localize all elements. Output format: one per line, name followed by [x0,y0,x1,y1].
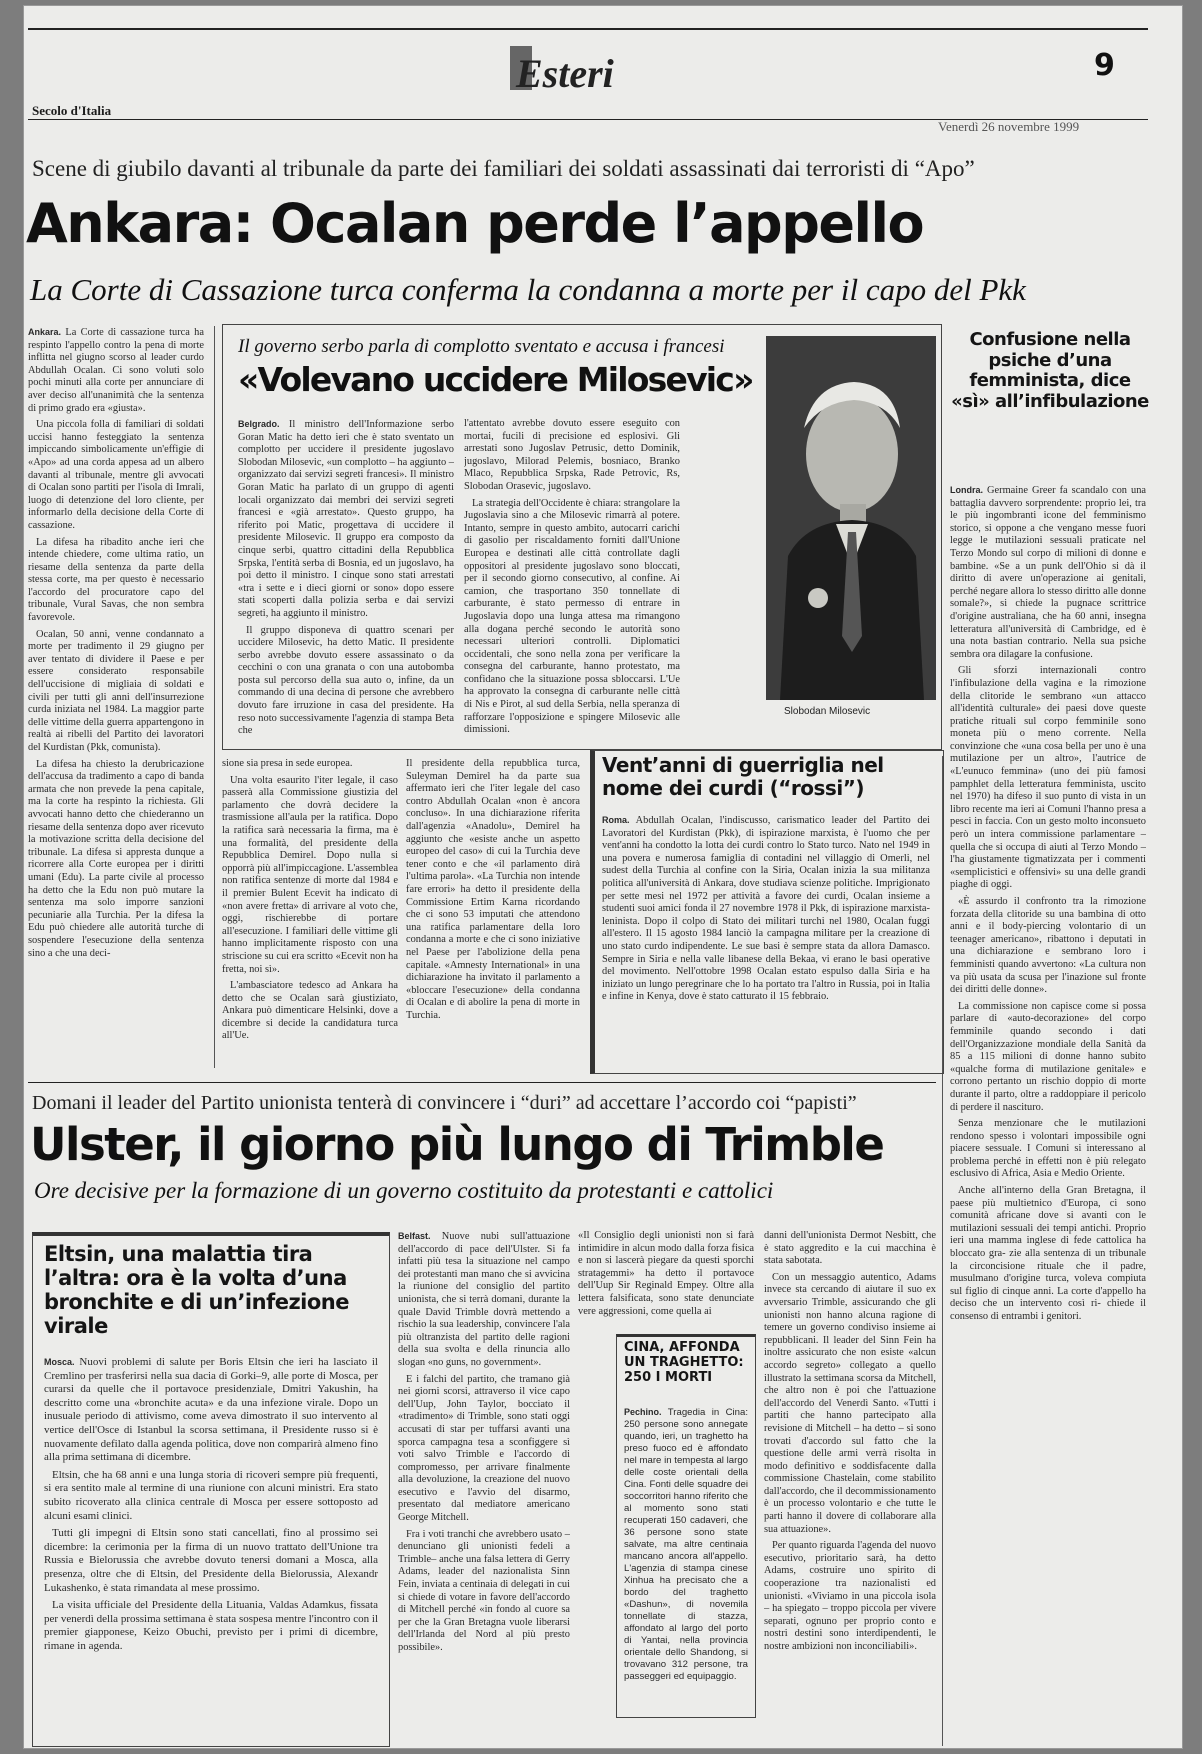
ulster-paragraph: «Il Consiglio degli unionisti non si farà intimidire in alcun modo dalla forza fisica e non si lascerà piegare da questi sporchi stratagemmi» ha detto il portavoce dell'Uup Sir Reginald Empey. Oltre alla lettera falsificata, sono state denunciate vere aggressioni, come quella ai [578,1230,754,1317]
femminista-paragraph: Senza menzionare che le mutilazioni rendono spesso i volontari impossibile ogni piacere sessuale. I Comuni si interessano al problema perché in effetti non è più relegato esclusivo di Africa, Asia e Medio Oriente. [950,1118,1146,1180]
ocalan-paragraph: sione sia presa in sede europea. [222,758,353,769]
milosevic-paragraph: Il ministro dell'Informazione serbo Goran Matic ha detto ieri che è stato sventato un complotto per uccidere il presidente jugoslavo Slobodan Milosevic, «un complotto – ha aggiunto – organizzato dai servizi segreti francesi». Il ministro Goran Matic ha parlato di un gruppo di agenti locali organizzato dai membri dei servizi segreti francesi e «già arrestato». Questo gruppo, ha riferito poi Matic, progettava di uccidere il presidente Milosevic. Il gruppo era composto da cinque serbi, quattro cittadini della Repubblica Srpska, l'entità serba di Bosnia, ed un jugoslavo, ha poi detto il ministro. I cinque sono stati arrestati «tra i sette e i dieci giorni or sono» dopo essere stati scoperti dalla polizia serba e dai servizi segreti, ha aggiunto il ministro. [238,419,454,619]
ocalan-paragraph: Ocalan, 50 anni, venne condannato a morte per tradimento il 29 giugno per aver tentato di dividere il Paese e per essere considerato responsabile dell'uccisione di migliaia di soldati e civili per tutti gli anni dell'insurrezione curda iniziata nel 1984. La maggior parte delle vittime della guerra appartengono in realtà ai ribelli del Partito dei lavoratori del Kurdistan (Pkk, comunista). [28,628,204,753]
femminista-headline: Confusione nella psiche d’una femminista, dice «sì» all’infibulazione [951,329,1149,413]
ocalan-kicker: Scene di giubilo davanti al tribunale da parte dei familiari dei soldati assassinati dai terroristi di “Apo” [32,156,975,181]
ocalan-deck: La Corte di Cassazione turca conferma la condanna a morte per il capo del Pkk [30,272,1026,307]
newspaper-page [24,6,1182,1748]
milosevic-paragraph: l'attentato avrebbe dovuto essere eseguito con mortai, fucili di precisione ed esplosivi. Gli arrestati sono Jugoslav Petrusic, detto Dominik, jugoslavo, Milorad Pelemis, bosniaco, Branko Mlaco, Repubblica Srpska, Rade Petrovic, Rs, Slobodan Orasevic, jugoslavo. [464,418,680,492]
ulster-paragraph: Nuove nubi sull'attuazione dell'accordo di pace dell'Ulster. Si fa infatti più tesa la situazione nel campo dei protestanti man mano che si avvicina la riunione del consiglio del partito unionista, che si terrà domani, durante la quale David Trimble dovrà mettendo a rischio la sua leadership, convincere l'ala più oltranzista del partito delle ragioni della sua svolta e della rinuncia allo slogan «no guns, no government». [398,1231,570,1368]
eltsin-headline: Eltsin, una malattia tira l’altra: ora è la volta d’una bronchite e di un’infezione virale [44,1242,349,1339]
milosevic-column-1 [238,418,454,740]
eltsin-paragraph: La visita ufficiale del Presidente della Lituania, Valdas Adamkus, fissata per venerdì della prossima settimana è stata sospesa mentre l'incontro con il premier giapponese, Keizo Obuchi, previsto per i primi di dicembre, rimane in agenda. [44,1599,378,1652]
cina-paragraph: Tragedia in Cina: 250 persone sono annegate quando, ieri, un traghetto ha preso fuoco ed è affondato nel mare in tempesta al largo delle coste orientali della Cina. Fonti delle squadre dei soccorritori hanno riferito che al momento sono stati recuperati 150 cadaveri, che 36 persone sono state salvate, ma altre centinaia mancano ancora all'appello. L'agenzia di stampa cinese Xinhua ha precisato che a bordo del traghetto «Dashun», di novemila tonnellate di stazza, affondato al largo del porto di Yantai, nella provincia orientale dello Shandong, si trovavano 312 persone, tra passeggeri ed equipaggio. [624,1407,748,1682]
portrait-image [766,336,936,700]
ulster-deck: Ore decisive per la formazione di un governo costituito da protestanti e cattolici [34,1178,774,1203]
ocalan-dateline: Ankara. [28,327,62,337]
femminista-paragraph: Germaine Greer fa scandalo con una battaglia davvero sorprendente: proprio lei, tra le più ingombranti icone del femminismo storico, si oppone a che vengano messe fuori legge le mutilazioni sessuali praticate nel Terzo Mondo sul corpo di milioni di donne e bambine. «Se a un punk dell'Ohio si dà il diritto di avere un'operazione ai genitali, perché negare allora lo stesso diritto alle donne somale?», si chiede la pugnace scrittrice d'origine australiana, che ha 60 anni, insegna letteratura all'università di Cambridge, ed è una nota bastian contrario. Nella sua psiche sembra ora dilagare la confusione. [950,485,1146,660]
cina-column [624,1406,748,1710]
ulster-column-2 [578,1230,754,1326]
ocalan-paragraph: Una volta esaurito l'iter legale, il caso passerà alla Commissione giustizia del parlamento che dovrà decidere la trasmissione all'aula per la ratifica. Dopo la ratifica sarà necessaria la firma, ma è una formalità, del presidente della Repubblica Demirel. Dopo nulla si opporrà più all'impiccagione. L'assemblea non ratifica sentenze di morte dal 1984 e il premier Bulent Ecevit ha indicato di «non avere fretta» di arrivare al voto che, oggi, rischierebbe di portare all'esecuzione. I familiari delle vittime gli hanno implicitamente risposto con una striscione su cui era scritto «Ecevit non ha fretta, noi sì». [222,774,398,975]
milosevic-paragraph: La strategia dell'Occidente è chiara: strangolare la Jugoslavia sino a che Milosevic rimarrà al potere. Intanto, sempre in questo ambito, autocarri carichi di gasolio per riscaldamento forniti dall'Unione Europea e destinati alle città controllate dagli oppositori al presidente jugoslavo sono bloccati, per il secondo giorno consecutivo, al confine. Ai camion, che trasportano 350 tonnellate di carburante, è stato permesso di entrare in Jugoslavia dopo una lunga attesa ma rimangono alla dogana perché secondo le autorità sono necessari ulteriori controlli. Diplomatici occidentali, che sono nella zona per verificare la consegna del carburante, hanno protestato, ma confidano che la situazione possa sbloccarsi. L'Ue ha approvato la consegna di carburante nelle città di Nis e Pirot, al sud della Serbia, nella speranza di rafforzare l'opposizione e spingere Milosevic alle dimissioni. [464,497,680,736]
femminista-paragraph: «È assurdo il confronto tra la rimozione forzata della clitoride su una bambina di otto anni e il body-piercing volontario di un teenager americano», ribattono i deputati in una dichiarazione e sembrano loro i femministi quando avvertono: «La cultura non va più usata da scusa per l'inazione sul fronte dei diritti delle donne». [950,896,1146,996]
ulster-headline: Ulster, il giorno più lungo di Trimble [30,1118,884,1171]
curdi-headline: Vent’anni di guerriglia nel nome dei curdi (“rossi”) [602,753,884,800]
ulster-dateline: Belfast. [398,1231,431,1241]
eltsin-paragraph: Tutti gli impegni di Eltsin sono stati cancellati, fino al prossimo sei dicembre: la cerimonia per la firma di un nuovo trattato dell'Unione tra Russia e Bielorussia che avrebbe dovuto tenersi domani a Mosca, alla presenza, oltre che di Eltsin, del Presidente della Bielorussia, Alexandr Lukashenko, è stata rimandata al mese prossimo. [44,1527,378,1594]
issue-date: Venerdì 26 novembre 1999 [938,119,1080,134]
cina-headline: CINA, AFFONDA UN TRAGHETTO: 250 I MORTI [624,1340,744,1385]
ulster-paragraph: Con un messaggio autentico, Adams invece sta cercando di aiutare il suo ex avversario Trimble, assicurando che gli unionisti non hanno alcuna ragione di temere un governo condiviso insieme ai repubblicani. Il leader del Sinn Fein ha inoltre assicurato che non esiste «alcun accordo segreto» collegato a quello illustrato la settimana scorsa da Mitchell, che altro non è poi che l'attuazione dell'accordo del Venerdì Santo. «Tutti i partiti che hanno partecipato alla revisione di Mitchell – ha detto – si sono trovati d'accordo sul fatto che la questione delle armi verrà risolta in modo definitivo e soddisfacente dalla commissione Chastelain, come stabilito dall'accordo, che il decommissionamento è un processo volontario e che tutte le parti hanno il dovere di collaborare alla sua attuazione». [764,1271,936,1535]
milosevic-headline: «Volevano uccidere Milosevic» [238,360,753,399]
femminista-dateline: Londra. [950,485,983,495]
section-rule [28,1082,936,1083]
ocalan-paragraph: La Corte di cassazione turca ha respinto l'appello contro la pena di morte inflitta nel giugno scorso al leader curdo Abdullah Ocalan. Ci sono voluti solo pochi minuti alla corte per annunciare di aver deciso all'unanimità che la sentenza di primo grado era «giusta». [28,327,204,414]
eltsin-column [44,1356,378,1736]
ocalan-paragraph: Il presidente della repubblica turca, Suleyman Demirel ha da parte sua affermato ieri che l'iter legale del caso contro Abdullah Ocalan «non è ancora concluso». In una dichiarazione riferita dall'agenzia «Anadolu», Demirel ha aggiunto che «esiste anche un aspetto europeo del caso» di cui la Turchia deve tener conto e che «il parlamento dirà l'ultima parola». «La Turchia non intende fare errori» ha detto il presidente della Commissione Ertim Karna ricordando che ci sono 53 imputati che attendono una ratifica parlamentare della loro condanna a morte e che ci sono iniziative nel Paese per l'abolizione della pena capitale. «Amnesty International» in una dichiarazione ha invitato il parlamento a «bloccare l'esecuzione» della condanna di Ocalan e di abolire la pena di morte in Turchia. [406,758,580,1021]
ulster-column-1 [398,1230,570,1742]
ulster-paragraph: E i falchi del partito, che tramano già nei giorni scorsi, attraverso il vice capo dell'Uup, John Taylor, bocciato il «tradimento» di Trimble, sono stati oggi accusati di star per tuffarsi avanti una sporca campagna tesa a sconfiggere sì voti salvo Trimble e l'accordo di compromesso, per arrivare finalmente alla devoluzione, la creazione del nuovo esecutivo e l'avvio del disarmo, presentato dal mediatore americano George Mitchell. [398,1373,570,1524]
ocalan-paragraph: Una piccola folla di familiari di soldati uccisi hanno festeggiato la sentenza impiccando simbolicamente un'effigie di «Apo» ad una corda appesa ad un albero davanti al tribunale, mentre gli avvocati di Ocalan sono partiti per l'isola di Imrali, luogo di detenzione del loro cliente, per informarlo della decisione della Corte di cassazione. [28,419,204,531]
photo-caption: Slobodan Milosevic [784,706,871,717]
eltsin-paragraph: Nuovi problemi di salute per Boris Eltsin che ieri ha lasciato il Cremlino per trasferirsi nella sua dacia di Gorki–9, alle porte di Mosca, per curarsi da quelle che il portavoce presidenziale, Dmitri Yakushin, ha descritto come una «bronchite acuta» e da una infezione virale. Dopo un inusuale periodo di attivismo, come aveva dimostrato il suo intervento al vertice dell'Osce di Istanbul la scorsa settimana, il Presidente russo si è nuovamente defilato dalla agenda politica, dove non comparirà almeno fino alla prima settimana di dicembre. [44,1356,378,1464]
ocalan-headline: Ankara: Ocalan perde l’appello [26,192,924,255]
milosevic-column-2 [464,418,680,740]
eltsin-paragraph: Eltsin, che ha 68 anni e una lunga storia di ricoveri sempre più frequenti, si era sentito male al termine di una riunione con alcuni ministri. Era stato subito ricoverato alla clinica centrale di Mosca per essere sottoposto ad alcuni esami clinici. [44,1468,378,1522]
milosevic-dateline: Belgrado. [238,419,280,429]
curdi-dateline: Roma. [602,815,630,825]
femminista-paragraph: Gli sforzi internazionali contro l'infibulazione della vagina e la rimozione della clitoride le sembrano «un attacco all'identità culturale» dei paesi dove queste pratiche rituali sul corpo femminile sono moneta più o meno corrente. Nella convinzione che «una cosa bella per uno è una mutilazione per un altro», l'autrice de «L'eunuco femmina» (uno dei più famosi pamphlet della letteratura femminista, uscito nel 1970) ha difeso il suo punto di vista in un libro recente ma ieri ai Comuni l'hanno presa a pesci in faccia. Con un gesto molto inconsueto però un intera commissione parlamentare – quella che si occupa di aiuti al Terzo Mondo – l'ha giustamente tigmatizzata per i commenti «semplicistici e offensivi» su una delle grandi piaghe di oggi. [950,665,1146,891]
ocalan-paragraph: La difesa ha chiesto la derubricazione dell'accusa da tradimento a capo di banda armata che non prevede la pena capitale, ma la corte ha respinto la richiesta. Gli avvocati hanno detto che chiederanno un riesame della sentenza dopo aver ricevuto la motivazione scritta della decisione del tribunale. La difesa si appresta dunque a ricorrere alla Corte europea per i diritti umani (Edu). La parte civile al processo ha detto che la Edu non può mutare la sentenza ma solo imporre sanzioni pecuniarie alla Turchia. Per la difesa la Edu può chiedere alle autorità turche di sospendere l'esecuzione della sentenza sino a che una deci- [28,758,204,959]
curdi-paragraph: Abdullah Ocalan, l'indiscusso, carismatico leader del Partito dei Lavoratori del Kurdistan (Pkk), di ispirazione marxista, è l'uomo che per vent'anni ha condotto la lotta dei curdi contro lo Stato turco. Nato nel 1949 in una povera e numerosa famiglia di contadini nel villaggio di Omerli, nel sudest della Turchia al confine con la Siria, Ocalan inizia la sua militanza politica all'università di Ankara, dove studiava scienze politiche. Imprigionato per sette mesi nel 1972 per attività a favore dei curdi, Ocalan insieme a studenti suoi amici fonda il 27 novembre 1978 il Pkk, di ispirazione marxista-leninista. Dopo il colpo di Stato dei militari turchi nel 1980, Ocalan fuggì all'estero. Il 15 agosto 1984 lanciò la campagna militare per la creazione di uno stato curdo indipendente. Le sue basi è sempre stata da allora Damasco. Sempre in Siria e nella valle libanese della Bekaa, vi erano le basi operative del movimento. Nell'ottobre 1998 Ocalan estato espulso dalla Siria e ha iniziato un lungo peregrinare che lo ha portato tra l'altro in Russia, poi in Italia e infine in Kenya, dove è stato catturato il 15 febbraio. [602,815,930,1003]
ulster-paragraph: Fra i voti tranchi che avrebbero usato – denunciano gli unionisti fedeli a Trimble– anche una falsa lettera di Gerry Adams, leader del nazionalista Sinn Fein, inviata a centinaia di delegati in cui si chiede di votare in favore dell'accordo di Mitchell perché «in fondo al cuore sa per che la Gran Bretagna vuole liberarsi dell'Irlanda del Nord al più presto possibile». [398,1528,570,1653]
cina-dateline: Pechino. [624,1407,662,1417]
ocalan-column-1 [28,326,204,1068]
ocalan-paragraph: La difesa ha ribadito anche ieri che intende chiedere, come ultima ratio, un riesame della sentenza da parte della stessa corte, ma per questo è necessario l'accordo del procuratore capo del tribunale, Vural Savas, che non sembra favorevole. [28,536,204,624]
curdi-column [602,814,930,1066]
top-rule [28,28,1148,30]
milosevic-paragraph: Il gruppo disponeva di quattro scenari per uccidere Milosevic, ha detto Matic. Il presidente serbo avrebbe dovuto essere assassinato o da cecchini o con una granata o con una autobomba posta sul percorso della sua auto o, infine, da un commando di una decina di persone che avrebbero dovuto fare irruzione in casa del presidente. Ha reso noto successivamente l'agenzia di stampa Beta che [238,624,454,737]
ulster-paragraph: danni dell'unionista Dermot Nesbitt, che è stato aggredito e la cui macchina è stata sabotata. [764,1230,936,1267]
eltsin-dateline: Mosca. [44,1357,75,1367]
ocalan-column-3 [406,758,580,1068]
ocalan-column-2 [222,758,398,1068]
ocalan-paragraph: L'ambasciatore tedesco ad Ankara ha detto che se Ocalan sarà giustiziato, Ankara può dimenticare Helsinki, dove a dicembre si decide la candidatura turca all'Ue. [222,980,398,1042]
ulster-column-3 [764,1230,936,1742]
femminista-paragraph: La commissione non capisce come si possa parlare di «auto-decorazione» del corpo femminile quando secondo i dati dell'Organizzazione mondiale della Sanità da 85 a 115 milioni di donne hanno subito «qualche forma di mutilazione genitale» e corrono pertanto un rischio doppio di morte durante il parto, oltre a raddoppiare il pericolo di perdere il nascituro. [950,1000,1146,1113]
section-title: Esteri [516,51,614,96]
page-number: 9 [1094,48,1115,83]
femminista-paragraph: Anche all'interno della Gran Bretagna, il paese più multietnico d'Europa, ci sono comunità africane dove si avanti con le mutilazioni sessuali dei tempi antichi. Proprio ieri una mamma inglese di fede cattolica ha bloccato gra- zie alla sentenza di un tribunale la circoncisione rituale che il padre, musulmano d'origine turca, voleva compiuta sul figlio di cinque anni. La corte d'appello ha deciso che un intervento così ri- chiede il consenso di entrambi i genitori. [950,1185,1146,1322]
ulster-paragraph: Per quanto riguarda l'agenda del nuovo esecutivo, prioritario sarà, ha detto Adams, costruire uno spirito di cooperazione tra nazionalisti ed unionisti. «Viviamo in una piccola isola – ha spiegato – troppo piccola per vivere separati, ognuno per proprio conto e nostri destini sono interdipendenti, le nostre ambizioni non inconciliabili». [764,1540,936,1652]
milosevic-photo [766,336,936,700]
milosevic-kicker: Il governo serbo parla di complotto sventato e accusa i francesi [238,336,725,357]
femminista-column [950,484,1146,1744]
ulster-kicker: Domani il leader del Partito unionista tenterà di convincere i “duri” ad accettare l’accordo coi “papisti” [32,1092,857,1114]
column-divider [214,326,215,1068]
paper-name: Secolo d'Italia [32,103,112,118]
